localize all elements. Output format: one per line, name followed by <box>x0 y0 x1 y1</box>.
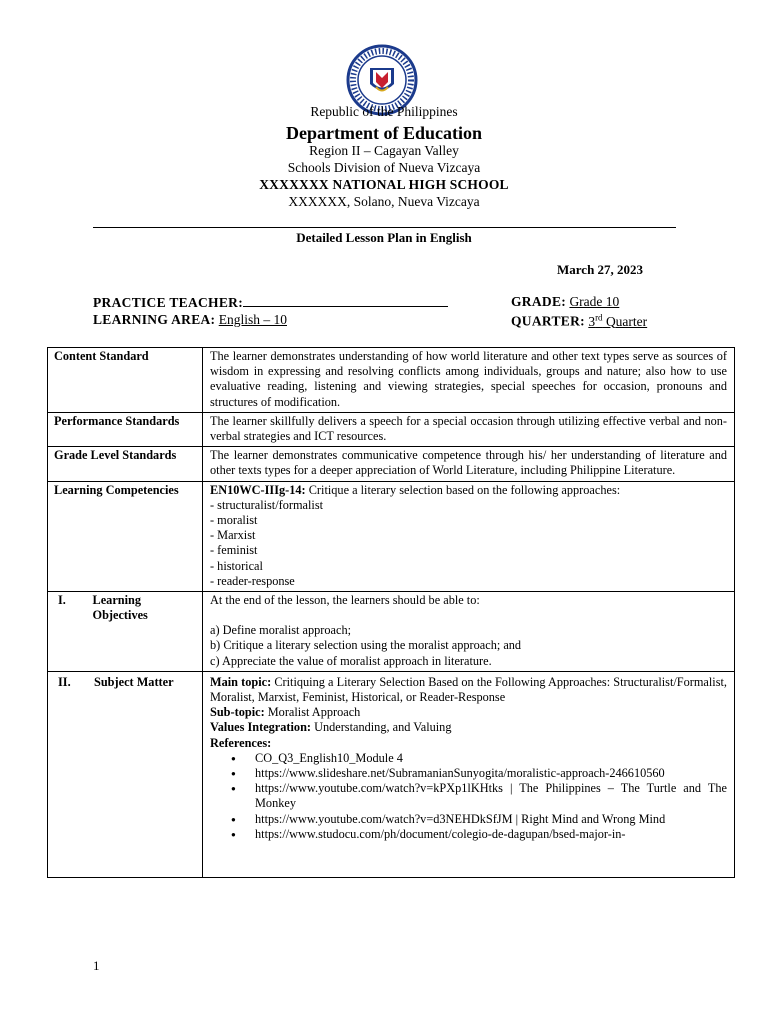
performance-standards-text: The learner skillfully delivers a speech for a special occasion through utilizing effective verbal and non-verbal strategies and ICT resources. <box>203 412 735 446</box>
list-item: - reader-response <box>210 573 295 588</box>
table-row <box>48 671 735 877</box>
learning-objectives-label: Learning Objectives <box>92 593 148 623</box>
values-label: Values Integration: <box>210 720 311 735</box>
list-item: - historical <box>210 558 263 573</box>
competency-intro-text: Critique a literary selection based on the following approaches: <box>305 482 621 497</box>
subject-matter-label: Subject Matter <box>94 674 174 689</box>
values-text: Understanding, and Valuing <box>311 720 452 735</box>
quarter-field <box>511 312 647 330</box>
roman-numeral: I. <box>58 593 66 608</box>
grade-level-standards-label: Grade Level Standards <box>48 447 203 481</box>
header-divider <box>93 227 676 228</box>
learning-area-field <box>93 312 287 328</box>
quarter-number: 3 <box>588 313 596 329</box>
practice-teacher-field <box>93 294 448 311</box>
learning-area-label: LEARNING AREA: <box>93 312 216 327</box>
lesson-plan-table <box>47 347 735 878</box>
objectives-intro: At the end of the lesson, the learners should be able to: <box>210 593 480 608</box>
sub-topic-label: Sub-topic: <box>210 705 265 720</box>
list-item: - structuralist/formalist <box>210 497 324 512</box>
competency-code: EN10WC-IIIg-14: <box>210 482 306 497</box>
school-address: XXXXXX, Solano, Nueva Vizcaya <box>288 194 480 209</box>
quarter-value <box>588 314 647 329</box>
values-integration <box>210 720 727 735</box>
learning-competencies-label: Learning Competencies <box>48 481 203 591</box>
quarter-suffix: rd <box>595 312 603 322</box>
grade-value: Grade 10 <box>569 294 620 309</box>
school-name: XXXXXXX NATIONAL HIGH SCHOOL <box>259 177 509 192</box>
lesson-date: March 27, 2023 <box>557 262 644 277</box>
subject-matter-label-cell <box>48 671 203 877</box>
sub-topic-text: Moralist Approach <box>264 705 361 720</box>
spacer <box>210 608 727 623</box>
list-item: - moralist <box>210 513 258 528</box>
main-topic-label: Main topic: <box>210 674 272 689</box>
practice-teacher-blank <box>243 294 448 307</box>
competency-intro <box>210 483 727 498</box>
table-row <box>48 481 735 591</box>
grade-level-standards-text: The learner demonstrates communicative competence through his/ her understanding of literature and other texts types for a deeper appreciation of World Literature, including Philippine Literature. <box>203 447 735 481</box>
list-item: a) Define moralist approach; <box>210 623 352 638</box>
list-item: ● https://www.studocu.com/ph/document/colegio-de-dagupan/bsed-major-in- <box>255 827 727 842</box>
list-item: - Marxist <box>210 528 256 543</box>
main-topic-text: Critiquing a Literary Selection Based on the Following Approaches: Structuralist/Formalist, Moralist, Marxist, Feminist, Historical, or Reader-Response <box>210 674 727 705</box>
page-number: 1 <box>93 958 100 973</box>
grade-label: GRADE: <box>511 294 567 309</box>
grade-field <box>511 294 619 310</box>
practice-teacher-label: PRACTICE TEACHER: <box>93 295 243 310</box>
table-row <box>48 412 735 446</box>
list-item: ● CO_Q3_English10_Module 4 <box>255 751 727 766</box>
subject-matter-cell <box>203 671 735 877</box>
learning-area-value: English – 10 <box>218 312 287 327</box>
learning-objectives-cell <box>203 592 735 672</box>
learning-objectives-label-cell <box>48 592 203 672</box>
department-title: Department of Education <box>286 123 482 143</box>
sub-topic <box>210 705 727 720</box>
list-item: ● https://www.youtube.com/watch?v=d3NEHDkSfJM | Right Mind and Wrong Mind <box>255 812 727 827</box>
list-item: ● https://www.slideshare.net/SubramanianSunyogita/moralistic-approach-246610560 <box>255 766 727 781</box>
subject-matter-heading <box>54 675 195 690</box>
content-standard-text: The learner demonstrates understanding of how world literature and other text types serve as sources of wisdom in expressing and resolving conflicts among individuals, groups and nature; also how to use evaluative reading, listening and viewing strategies, special speeches for occasion, pronouns and structures of modification. <box>203 348 735 413</box>
table-row <box>48 592 735 672</box>
roman-numeral: II. <box>58 674 71 689</box>
references-heading <box>210 736 727 751</box>
learning-objectives-heading <box>54 593 195 623</box>
list-item: - feminist <box>210 543 258 558</box>
table-row <box>48 348 735 413</box>
region-line: Region II – Cagayan Valley <box>309 143 459 158</box>
document-title: Detailed Lesson Plan in English <box>296 230 472 245</box>
content-standard-label: Content Standard <box>48 348 203 413</box>
main-topic <box>210 675 727 705</box>
republic-line: Republic of the Philippines <box>310 104 458 119</box>
list-item: b) Critique a literary selection using the moralist approach; and <box>210 638 522 653</box>
quarter-word: Quarter <box>602 313 648 329</box>
quarter-label: QUARTER: <box>511 313 585 329</box>
division-line: Schools Division of Nueva Vizcaya <box>287 160 481 175</box>
list-item: ● https://www.youtube.com/watch?v=kPXp1lKHtks | The Philippines – The Turtle and The Monkey <box>255 781 727 811</box>
references-label: References: <box>210 735 272 750</box>
table-row <box>48 447 735 481</box>
references-list <box>210 751 727 842</box>
performance-standards-label: Performance Standards <box>48 412 203 446</box>
list-item: c) Appreciate the value of moralist approach in literature. <box>210 653 492 668</box>
learning-competencies-cell <box>203 481 735 591</box>
